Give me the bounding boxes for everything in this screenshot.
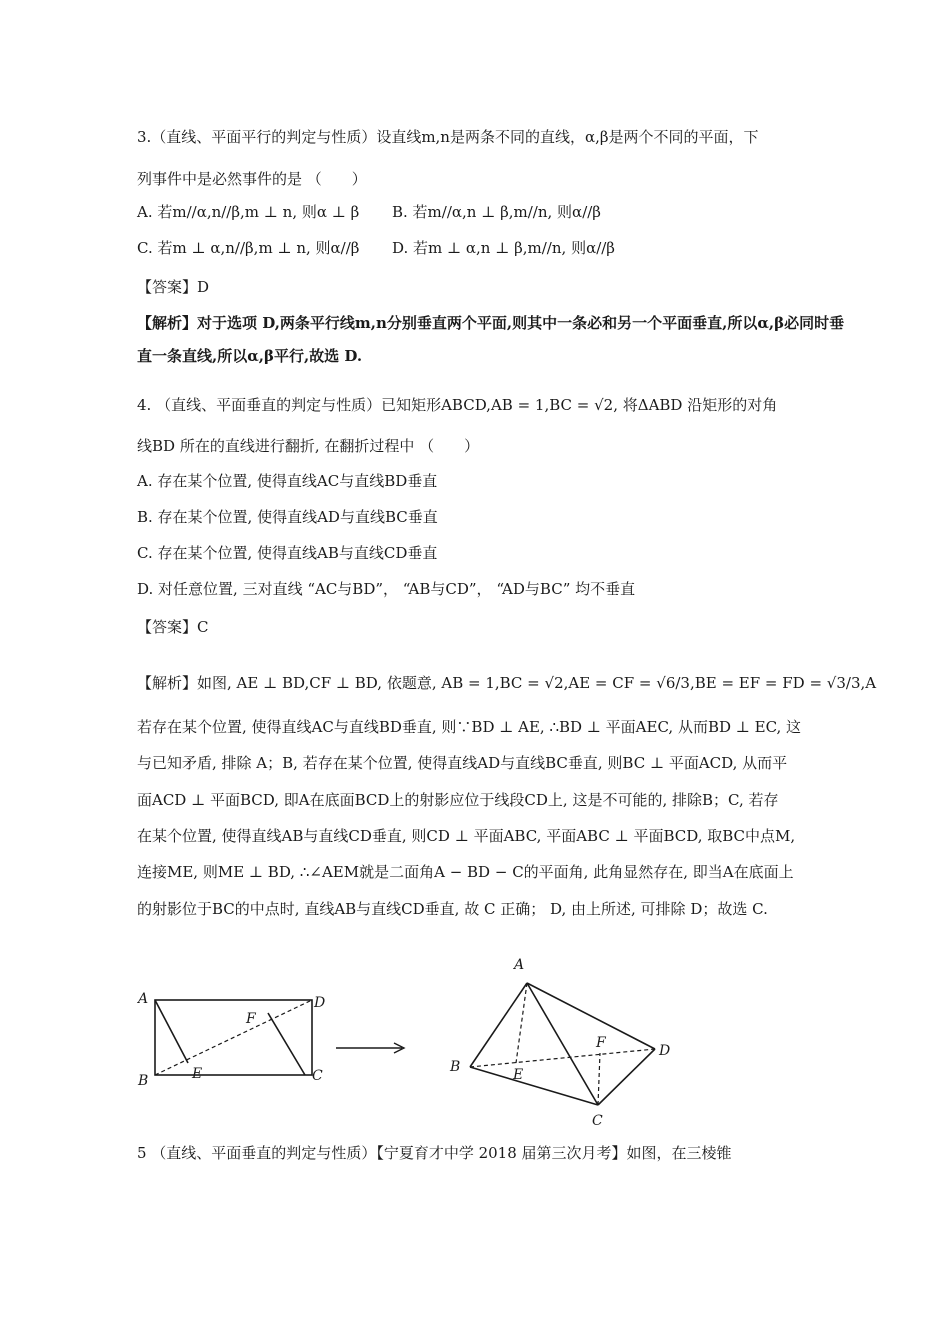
q3-option-d: D. 若m ⊥ α,n ⊥ β,m//n, 则α//β	[392, 239, 615, 257]
label-c: C	[592, 1113, 603, 1129]
q4-stem-line1: 4. （直线、平面垂直的判定与性质）已知矩形ABCD,AB = 1,BC = √2, 将ΔABD 沿矩形的对角	[137, 396, 778, 414]
label-c: C	[312, 1068, 323, 1084]
edge-cd	[598, 1049, 655, 1105]
q3-answer: 【答案】D	[137, 278, 210, 296]
segment-ae	[516, 983, 527, 1063]
q4-option-d: D. 对任意位置, 三对直线 “AC与BD”， “AB与CD”， “AD与BC” 均不垂直	[137, 580, 636, 598]
label-d: D	[659, 1043, 671, 1059]
segment-ae	[155, 1000, 188, 1063]
label-b: B	[450, 1059, 461, 1075]
label-f: F	[596, 1035, 606, 1051]
label-e: E	[192, 1066, 203, 1082]
label-b: B	[138, 1073, 149, 1089]
q4-analysis-line6: 的射影位于BC的中点时, 直线AB与直线CD垂直, 故 C 正确； D, 由上所述, 可排除 D；故选 C.	[137, 900, 768, 918]
q4-analysis-line4: 在某个位置, 使得直线AB与直线CD垂直, 则CD ⊥ 平面ABC, 平面ABC ⊥ 平面BCD, 取BC中点M,	[137, 827, 796, 845]
q4-answer: 【答案】C	[137, 618, 209, 636]
tetrahedron-figure	[440, 955, 690, 1130]
diagonal-bd	[155, 1000, 312, 1075]
label-f: F	[246, 1011, 256, 1027]
q4-option-b: B. 存在某个位置, 使得直线AD与直线BC垂直	[137, 508, 438, 526]
q4-analysis-line3: 面ACD ⊥ 平面BCD, 即A在底面BCD上的射影应位于线段CD上, 这是不可能的, 排除B；C, 若存	[137, 791, 779, 809]
label-d: D	[314, 995, 326, 1011]
q4-option-c: C. 存在某个位置, 使得直线AB与直线CD垂直	[137, 544, 438, 562]
label-e: E	[513, 1067, 524, 1083]
q3-stem-line1: 3.（直线、平面平行的判定与性质）设直线m,n是两条不同的直线，α,β是两个不同的平面，下	[137, 128, 759, 146]
label-a: A	[514, 957, 525, 973]
q5-stem-line1: 5 （直线、平面垂直的判定与性质）【宁夏育才中学 2018 届第三次月考】如图，在三棱锥	[137, 1144, 732, 1162]
q4-analysis-line0: 【解析】如图, AE ⊥ BD,CF ⊥ BD, 依题意, AB = 1,BC = √2,AE = CF = √6/3,BE = EF = FD = √3/3,A	[137, 674, 877, 692]
q4-option-a: A. 存在某个位置, 使得直线AC与直线BD垂直	[137, 472, 438, 490]
arrow-icon	[332, 1038, 412, 1058]
q4-analysis-line2: 与已知矛盾, 排除 A；B, 若存在某个位置, 使得直线AD与直线BC垂直, 则BC ⊥ 平面ACD, 从而平	[137, 754, 788, 772]
q4-analysis-line5: 连接ME, 则ME ⊥ BD, ∴∠AEM就是二面角A − BD − C的平面角, 此角显然存在, 即当A在底面上	[137, 863, 794, 881]
q3-option-c: C. 若m ⊥ α,n//β,m ⊥ n, 则α//β	[137, 239, 360, 257]
q3-stem-line2: 列事件中是必然事件的是 （ ）	[137, 170, 367, 188]
q3-option-a: A. 若m//α,n//β,m ⊥ n, 则α ⊥ β	[137, 203, 360, 221]
segment-cf	[598, 1053, 600, 1105]
label-a: A	[138, 991, 149, 1007]
edge-ab	[470, 983, 527, 1067]
q4-stem-line2: 线BD 所在的直线进行翻折, 在翻折过程中 （ ）	[137, 437, 480, 455]
q3-option-b: B. 若m//α,n ⊥ β,m//n, 则α//β	[392, 203, 601, 221]
q3-analysis-line1: 【解析】对于选项 D,两条平行线m,n分别垂直两个平面,则其中一条必和另一个平面垂直,所以α,β必同时垂	[137, 314, 845, 332]
rectangle-figure	[130, 985, 340, 1095]
q4-analysis-line1: 若存在某个位置, 使得直线AC与直线BD垂直, 则∵BD ⊥ AE, ∴BD ⊥ 平面AEC, 从而BD ⊥ EC, 这	[137, 718, 802, 736]
edge-bd	[470, 1049, 655, 1067]
q3-analysis-line2: 直一条直线,所以α,β平行,故选 D.	[137, 347, 363, 365]
segment-cf	[268, 1013, 305, 1075]
